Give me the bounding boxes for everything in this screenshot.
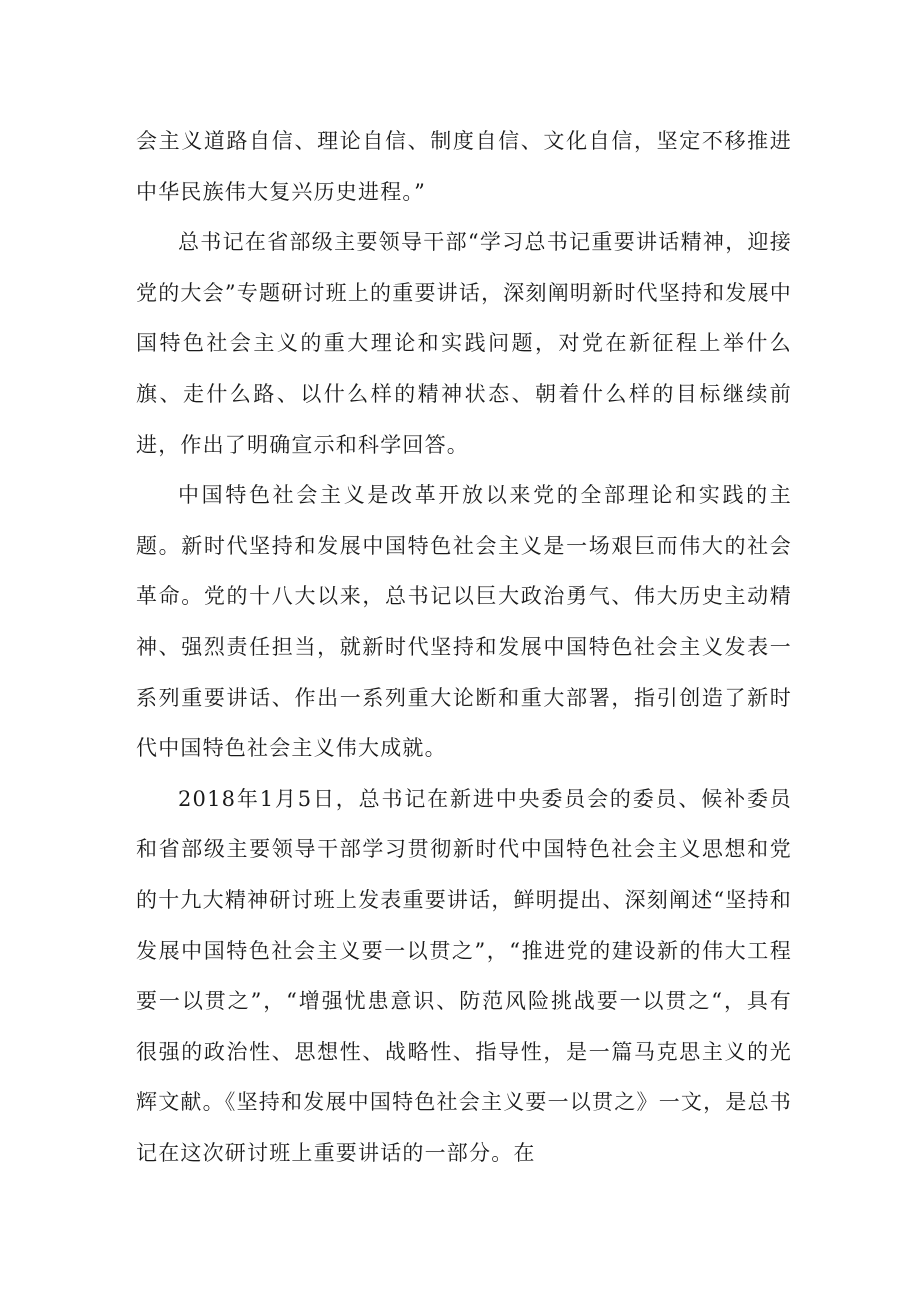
paragraph-socialism-theme: 中国特色社会主义是改革开放以来党的全部理论和实践的主题。新时代坚持和发展中国特色社会主义是一场艰巨而伟大的社会革命。党的十八大以来，总书记以巨大政治勇气、伟大历史主动精神、强烈责任担当，就新时代坚持和发展中国特色社会主义发表一系列重要讲话、作出一系列重大论断和重大部署，指引创造了新时代中国特色社会主义伟大成就。: [136, 483, 792, 761]
paragraph-lecture-speech: 总书记在省部级主要领导干部“学习总书记重要讲话精神，迎接党的大会”专题研讨班上的重要讲话，深刻阐明新时代坚持和发展中国特色社会主义的重大理论和实践问题，对党在新征程上举什么旗、走什么路、以什么样的精神状态、朝着什么样的目标继续前进，作出了明确宣示和科学回答。: [136, 230, 792, 457]
paragraph-2018-speech: 2018年1月5日，总书记在新进中央委员会的委员、候补委员和省部级主要领导干部学习贯彻新时代中国特色社会主义思想和党的十九大精神研讨班上发表重要讲话，鲜明提出、深刻阐述“坚持和发展中国特色社会主义要一以贯之”，“推进党的建设新的伟大工程要一以贯之”，“增强忧患意识、防范风险挑战要一以贯之“，具有很强的政治性、思想性、战略性、指导性，是一篇马克思主义的光辉文献。《坚持和发展中国特色社会主义要一以贯之》一文，是总书记在这次研讨班上重要讲话的一部分。在: [136, 786, 792, 1165]
document-body: [136, 116, 792, 1178]
paragraph-continued: 会主义道路自信、理论自信、制度自信、文化自信，坚定不移推进中华民族伟大复兴历史进程。”: [136, 129, 792, 204]
